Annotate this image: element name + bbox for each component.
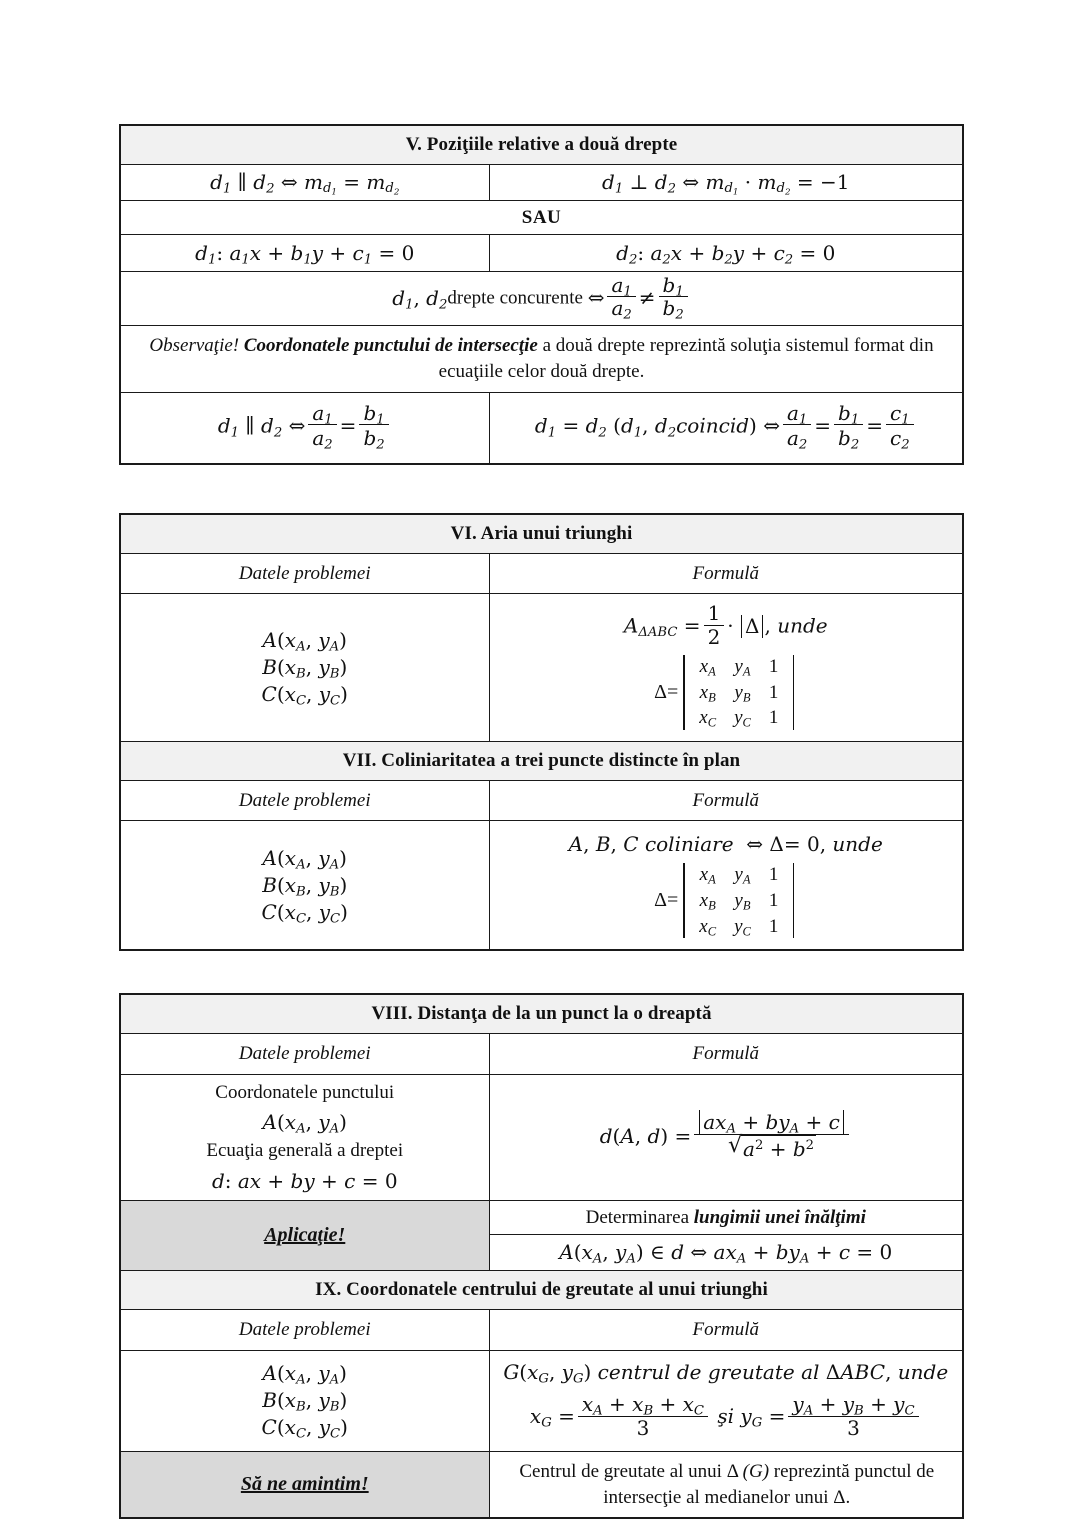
section-v-title: V. Poziţiile relative a două drepte xyxy=(120,125,963,164)
section-vii-title: VII. Coliniaritatea a trei puncte distincte în plan xyxy=(120,741,963,780)
col-header-formula: Formulă xyxy=(489,1310,963,1351)
remember-part2: reprezintă punctul de intersecţie al medianelor unui Δ. xyxy=(603,1460,935,1508)
section-ix-title: IX. Coordonatele centrului de greutate al unui triunghi xyxy=(120,1271,963,1310)
cell-parallel-ratio: $d_1$ ∥ $d_2$ ⇔ $\frac{a_1}{a_2}$ = $\frac{b_1}{b_2}$ xyxy=(120,392,489,464)
cell-remember-text xyxy=(489,1451,963,1518)
cell-ix-points xyxy=(120,1350,489,1451)
table-row xyxy=(120,594,963,742)
data-line-1: Coordonatele punctului xyxy=(215,1081,395,1103)
table-row xyxy=(120,994,963,1033)
section-vi-title: VI. Aria unui triunghi xyxy=(120,514,963,553)
cell-vii-formula xyxy=(489,821,963,951)
col-header-data: Datele problemei xyxy=(120,1033,489,1074)
point-b: $B(x_B$, $y_B$) xyxy=(262,872,348,900)
point-c: $C(x_C$, $y_C$) xyxy=(261,900,348,927)
cell-parallel-slope: $d_1$ ∥ $d_2$ ⇔ $m_{d_1} = m_{d_2}$ xyxy=(120,164,489,200)
collinear-formula: A, B, C coliniare ⇔ Δ= 0, unde xyxy=(568,832,883,857)
col-header-data: Datele problemei xyxy=(120,780,489,821)
spacer xyxy=(0,951,1080,993)
table-section-v xyxy=(119,124,964,465)
data-point-a: $A(x_A$, $y_A$) xyxy=(262,1110,347,1137)
data-line-2: Ecuaţia generală a dreptei xyxy=(206,1140,404,1162)
point-b: $B(x_B$, $y_B$) xyxy=(262,1388,348,1416)
determinant: $x_A$ $y_A$ 1 $x_B$ $y_B$ 1 $x_C$ $y_C$ 1 xyxy=(681,862,796,939)
cell-vi-points xyxy=(120,594,489,742)
col-header-data: Datele problemei xyxy=(120,553,489,594)
table-row xyxy=(120,1033,963,1074)
table-row xyxy=(120,271,963,326)
table-row xyxy=(120,553,963,594)
table-section-viii-ix xyxy=(119,993,964,1519)
cell-observation xyxy=(120,326,963,392)
observation-bold: Coordonatele punctului de intersecţie xyxy=(243,335,538,357)
table-row xyxy=(120,1074,963,1200)
cell-or-label: SAU xyxy=(120,200,963,235)
cell-application-label: Aplicaţie! xyxy=(120,1200,489,1271)
cell-line1-general: $d_1$: $a_1x + b_1y + c_1 = 0$ xyxy=(120,235,489,271)
cell-vi-formula xyxy=(489,594,963,742)
collinear-determinant: Δ= $x_A$ $y_A$ 1 $x_B$ $y_B$ 1 $x_C$ $y_C$ 1 xyxy=(496,860,957,945)
cell-remember-label: Să ne amintim! xyxy=(120,1451,489,1518)
application-bold: lungimii unei înălţimi xyxy=(693,1206,866,1228)
area-formula: $A_{\Delta ABC}$ = $\frac{1}{2}$ · Δ , unde xyxy=(623,601,828,649)
table-section-vi-vii xyxy=(119,513,964,951)
table-row xyxy=(120,1451,963,1518)
col-header-data: Datele problemei xyxy=(120,1310,489,1351)
spacer xyxy=(0,465,1080,513)
point-a: $A(x_A$, $y_A$) xyxy=(262,1361,347,1388)
remember-part1: Centrul de greutate al unui Δ xyxy=(519,1460,743,1482)
centroid-formulas: $x_G$ = $\frac{x_A + x_B + x_C}{3}$ şi $y_G$ = $\frac{y_A + y_B + y_C}{3}$ xyxy=(496,1394,957,1447)
cell-line2-general: $d_2$: $a_2x + b_2y + c_2 = 0$ xyxy=(489,235,963,271)
area-determinant: Δ= $x_A$ $y_A$ 1 $x_B$ $y_B$ 1 $x_C$ $y_C$ 1 xyxy=(496,652,957,737)
cell-ix-formula xyxy=(489,1350,963,1451)
point-a: $A(x_A$, $y_A$) xyxy=(262,628,347,655)
determinant: $x_A$ $y_A$ 1 $x_B$ $y_B$ 1 $x_C$ $y_C$ 1 xyxy=(681,654,796,731)
col-header-formula: Formulă xyxy=(489,780,963,821)
cell-application-text xyxy=(489,1200,963,1235)
cell-vii-points xyxy=(120,821,489,951)
table-row xyxy=(120,780,963,821)
cell-viii-data xyxy=(120,1074,489,1200)
table-row xyxy=(120,164,963,200)
data-line-equation: d: ax + by + c = 0 xyxy=(211,1168,398,1193)
observation-rest: a două drepte reprezintă soluţia sistemul format din ecuaţiile celor două drepte. xyxy=(438,335,934,382)
section-viii-title: VIII. Distanţa de la un punct la o dreaptă xyxy=(120,994,963,1033)
table-row xyxy=(120,1350,963,1451)
cell-perpendicular-slope: $d_1$ ⊥ $d_2$ ⇔ $m_{d_1} \cdot m_{d_2} = -1$ xyxy=(489,164,963,200)
application-lead: Determinarea xyxy=(585,1206,694,1228)
table-row xyxy=(120,200,963,235)
table-row xyxy=(120,1271,963,1310)
cell-coincident-lines: $d_1 = d_2$ ($d_1$, $d_2coincid$) ⇔ $\frac{a_1}{a_2}$ = $\frac{b_1}{b_2}$ = $\frac{c_1}{c_2}$ xyxy=(489,392,963,464)
point-a: $A(x_A$, $y_A$) xyxy=(262,845,347,873)
point-c: $C(x_C$, $y_C$) xyxy=(261,682,348,710)
point-c: $C(x_C$, $y_C$) xyxy=(261,1415,348,1443)
centroid-intro: $G(x_G$, $y_G$) centrul de greutate al ΔABC, unde xyxy=(503,1359,949,1387)
table-row xyxy=(120,326,963,392)
cell-viii-formula: d(A, d) = $ax_A + by_A + c$ √ $a^2 + b^2$ xyxy=(489,1074,963,1200)
col-header-formula: Formulă xyxy=(489,1033,963,1074)
cell-concurrent-lines: $d_1$, $d_2drepte$ concurente ⇔ $\frac{a_1}{a_2}$ ≠ $\frac{b_1}{b_2}$ xyxy=(120,271,963,326)
table-row xyxy=(120,125,963,164)
table-row xyxy=(120,1200,963,1235)
table-row xyxy=(120,514,963,553)
top-margin xyxy=(0,0,1080,124)
point-b: $B(x_B$, $y_B$) xyxy=(262,655,348,682)
table-row xyxy=(120,821,963,951)
remember-italic: (G) xyxy=(742,1460,770,1482)
table-row xyxy=(120,741,963,780)
observation-lead: Observaţie! xyxy=(149,335,240,357)
table-row xyxy=(120,392,963,464)
table-row xyxy=(120,1310,963,1351)
col-header-formula: Formulă xyxy=(489,553,963,594)
table-row xyxy=(120,235,963,271)
cell-membership-formula: $A(x_A$, $y_A$) ∈ d ⇔ $ax_A + by_A + c = 0$ xyxy=(489,1235,963,1271)
